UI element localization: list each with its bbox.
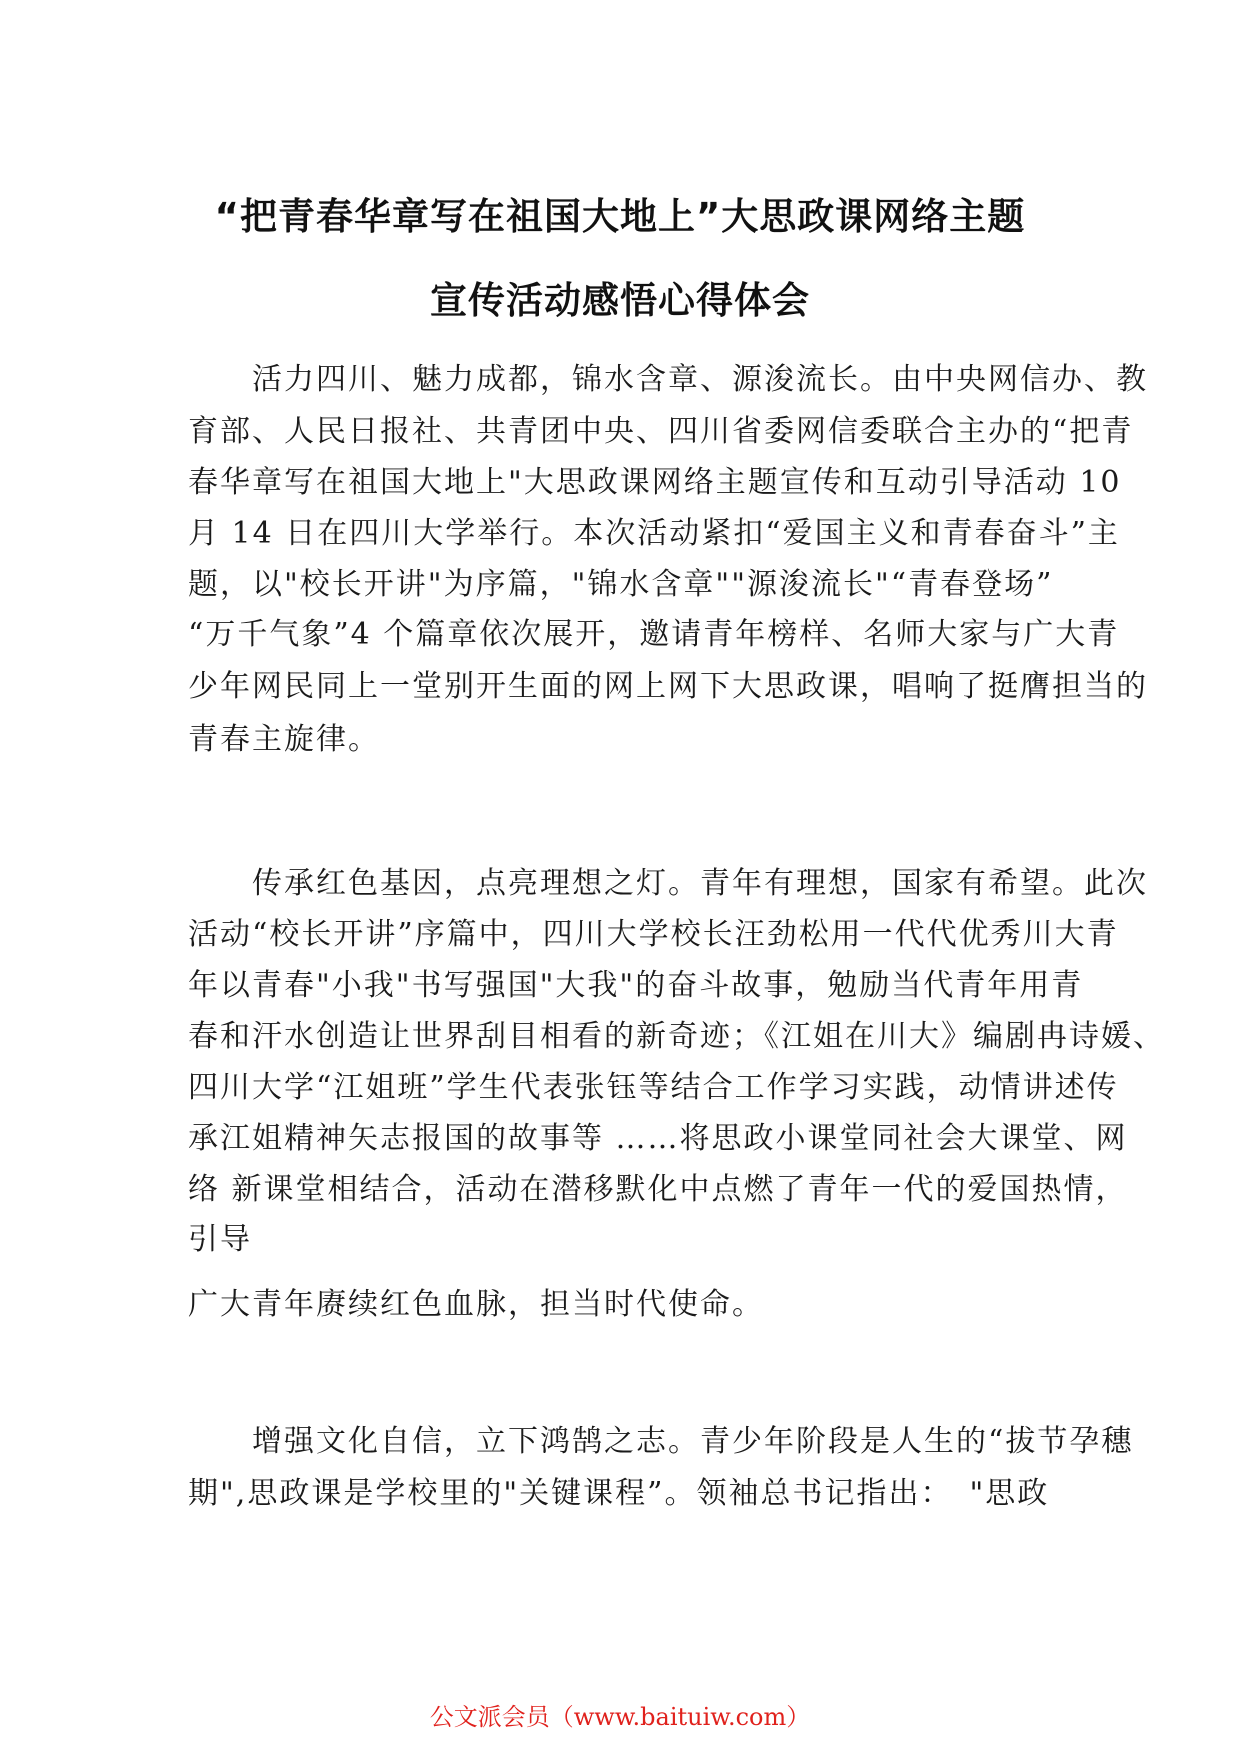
body-line: 广大青年赓续红色血脉，担当时代使命。 [188,1287,764,1322]
body-line: 传承红色基因，点亮理想之灯。青年有理想，国家有希望。此次 [188,866,1148,901]
body-line: 承江姐精神矢志报国的故事等 ……将思政小课堂同社会大课堂、网 [188,1121,1128,1156]
body-line: 期",思政课是学校里的"关键课程”。领袖总书记指出： "思政 [188,1476,1050,1511]
footer-watermark: 公文派会员（www.baituiw.com） [429,1703,811,1731]
body-line: 少年网民同上一堂别开生面的网上网下大思政课，唱响了挺膺担当的 [188,669,1148,704]
document-title-line-1: “把青春华章写在祖国大地上”大思政课网络主题 [214,195,1026,238]
body-line: 育部、人民日报社、共青团中央、四川省委网信委联合主办的“把青 [188,414,1134,449]
body-line: 青春主旋律。 [188,722,380,757]
body-line: 四川大学“江姐班”学生代表张钰等结合工作学习实践，动情讲述传 [188,1070,1119,1105]
body-line: 引导 [188,1222,252,1257]
body-line: 题，以"校长开讲"为序篇，"锦水含章""源浚流长"“青春登场” [188,567,1054,602]
body-line: “万千气象”4 个篇章依次展开，邀请青年榜样、名师大家与广大青 [188,617,1120,652]
body-line: 春华章写在祖国大地上"大思政课网络主题宣传和互动引导活动 10 [188,465,1122,500]
body-line: 活力四川、魅力成都，锦水含章、源浚流长。由中央网信办、教 [188,362,1148,397]
body-line: 月 14 日在四川大学举行。本次活动紧扣“爱国主义和青春奋斗”主 [188,516,1120,551]
body-line: 活动“校长开讲”序篇中，四川大学校长汪劲松用一代代优秀川大青 [188,917,1119,952]
body-line: 增强文化自信，立下鸿鹄之志。青少年阶段是人生的“拔节孕穗 [188,1424,1134,1459]
document-title-line-2: 宣传活动感悟心得体会 [430,279,810,322]
body-line: 年以青春"小我"书写强国"大我"的奋斗故事，勉励当代青年用青 [188,968,1084,1003]
body-line: 春和汗水创造让世界刮目相看的新奇迹；《江姐在川大》编剧冉诗媛、 [188,1019,1165,1054]
body-line: 络 新课堂相结合，活动在潜移默化中点燃了青年一代的爱国热情， [188,1172,1128,1207]
